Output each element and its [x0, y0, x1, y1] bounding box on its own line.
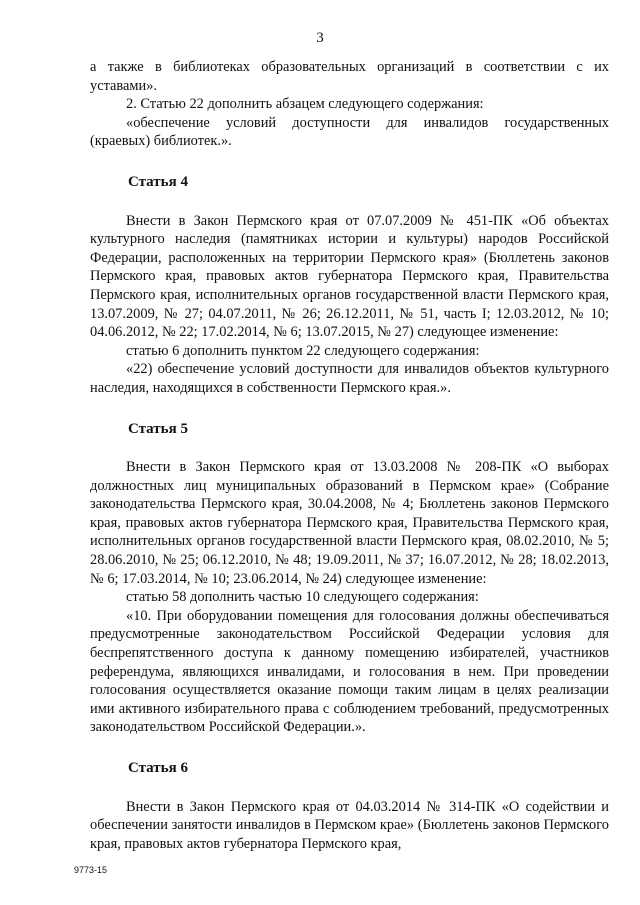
- paragraph-continuation: а также в библиотеках образовательных организаций в соответствии с их уставами».: [90, 59, 609, 94]
- article-4-quoted-text: «22) обеспечение условий доступности для инвалидов объектов культурного наследия, находящихся в собственности Пермского края.».: [90, 361, 609, 396]
- article-6-body: Внести в Закон Пермского края от 04.03.2014 № 314-ПК «О содействии и обеспечении занятости инвалидов в Пермском крае» (Бюллетень законов Пермского края, правовых актов губернатора Пермского края,: [90, 798, 609, 852]
- article-6-heading: Статья 6: [128, 760, 188, 776]
- article-4-heading: Статья 4: [128, 173, 188, 190]
- article-5-body: Внести в Закон Пермского края от 13.03.2008 № 208-ПК «О выборах должностных лиц муниципальных образований в Пермском крае» (Собрание законодательства Пермского края, 30.04.2008, № 4; Бюллетень законов Пермского края, правовых актов губернатора Пермского края, Правительства Пермского края, исполнительных органов государственной власти Пермского края, 08.02.2010, № 5; 28.06.2010, № 25; 06.12.2010, № 48; 19.09.2011, № 37; 16.07.2012, № 28; 18.02.2013, № 6; 17.03.2014, № 10; 23.06.2014, № 24) следующее изменение:: [90, 459, 609, 587]
- article-4-body: Внести в Закон Пермского края от 07.07.2009 № 451-ПК «Об объектах культурного наследия (памятниках истории и культуры) народов Российской Федерации, расположенных на территории Пермского края» (Бюллетень законов Пермского края, правовых актов губернатора Пермского края, Правительства Пермского края, исполнительных органов государственной власти Пермского края, 13.07.2009, № 27; 04.07.2011, № 26; 26.12.2011, № 51, часть I; 12.03.2012, № 10; 04.06.2012, № 22; 17.02.2014, № 6; 13.07.2015, № 27) следующее изменение:: [90, 212, 609, 341]
- page-number: 3: [316, 30, 324, 46]
- article-5-quoted-text: «10. При оборудовании помещения для голосования должны обеспечиваться предусмотренные законодательством Российской Федерации условия для беспрепятственного доступа к данному помещению избирателей, участников референдума, являющихся инвалидами, и голосования в нем. При проведении голосования осуществляется оказание помощи таким лицам в целях реализации ими активного избирательного права с соблюдением требований, предусмотренных законодательством Российской Федерации.».: [90, 607, 609, 736]
- article-4-instruction: статью 6 дополнить пунктом 22 следующего содержания:: [126, 342, 480, 359]
- paragraph-quoted-text: «обеспечение условий доступности для инвалидов государственных (краевых) библиотек.».: [90, 114, 609, 150]
- article-5-instruction: статью 58 дополнить частью 10 следующего содержания:: [126, 589, 479, 606]
- article-5-heading: Статья 5: [128, 420, 188, 437]
- document-code: 9773-15: [74, 865, 108, 875]
- document-body: [90, 58, 609, 853]
- paragraph-amendment-item-2: 2. Статью 22 дополнить абзацем следующего содержания:: [126, 96, 484, 113]
